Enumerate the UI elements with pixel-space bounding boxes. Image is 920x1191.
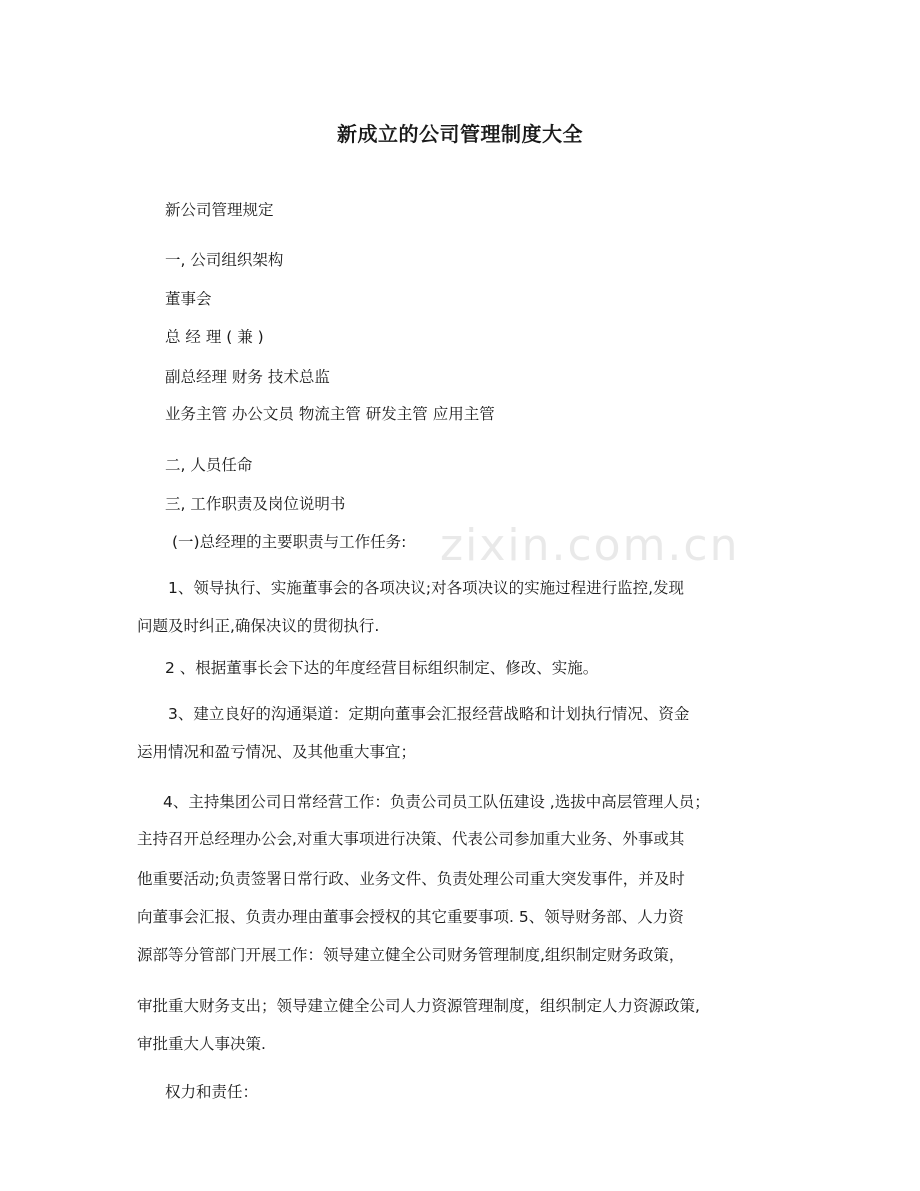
paragraph-line: 2 、根据董事长会下达的年度经营目标组织制定、修改、实施。 — [165, 659, 599, 677]
document-title: 新成立的公司管理制度大全 — [337, 122, 583, 146]
paragraph-line: 主持召开总经理办公会,对重大事项进行决策、代表公司参加重大业务、外事或其 — [137, 830, 685, 848]
section-org-structure: 一, 公司组织架构 — [165, 251, 284, 269]
paragraph-line: 审批重大财务支出；领导建立健全公司人力资源管理制度，组织制定人力资源政策, — [137, 997, 700, 1015]
org-deputy-row: 副总经理 财务 技术总监 — [165, 368, 330, 386]
paragraph-line: 4、主持集团公司日常经营工作：负责公司员工队伍建设 ,选拔中高层管理人员； — [163, 793, 710, 811]
org-supervisors-row: 业务主管 办公文员 物流主管 研发主管 应用主管 — [165, 405, 495, 423]
section-appointment: 二, 人员任命 — [165, 456, 253, 474]
paragraph-line: 3、建立良好的沟通渠道：定期向董事会汇报经营战略和计划执行情况、资金 — [168, 705, 690, 723]
section-job-duties: 三, 工作职责及岗位说明书 — [165, 495, 346, 513]
paragraph-line: 源部等分管部门开展工作：领导建立健全公司财务管理制度,组织制定财务政策， — [137, 946, 685, 964]
paragraph-line: 问题及时纠正,确保决议的贯彻执行. — [137, 617, 380, 635]
paragraph-line: 向董事会汇报、负责办理由董事会授权的其它重要事项. 5、领导财务部、人力资 — [137, 908, 684, 926]
heading-new-rules: 新公司管理规定 — [165, 201, 274, 219]
org-board: 董事会 — [165, 290, 212, 308]
heading-authority: 权力和责任： — [165, 1083, 259, 1101]
paragraph-line: 他重要活动;负责签署日常行政、业务文件、负责处理公司重大突发事件，并及时 — [137, 870, 685, 888]
watermark: zixin.com.cn — [440, 520, 740, 571]
paragraph-line: 审批重大人事决策. — [137, 1035, 266, 1053]
org-gm: 总 经 理 ( 兼 ) — [165, 328, 264, 346]
subsection-gm-duties: (一)总经理的主要职责与工作任务: — [172, 533, 407, 551]
paragraph-line: 1、领导执行、实施董事会的各项决议;对各项决议的实施过程进行监控,发现 — [168, 579, 685, 597]
paragraph-line: 运用情况和盈亏情况、及其他重大事宜； — [137, 743, 417, 761]
